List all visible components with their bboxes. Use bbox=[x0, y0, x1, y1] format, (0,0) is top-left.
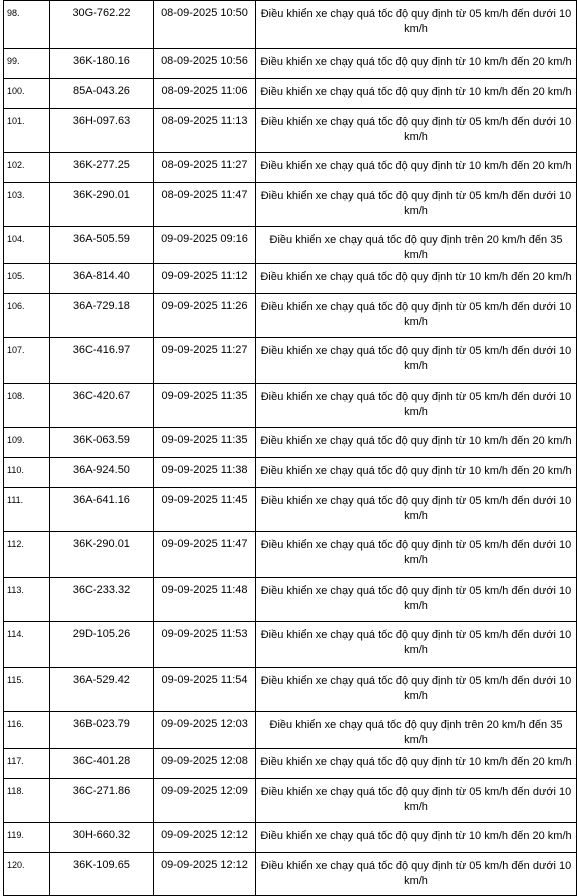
license-plate: 36K-109.65 bbox=[50, 853, 154, 896]
table-row bbox=[4, 668, 577, 712]
row-index: 108. bbox=[4, 384, 50, 428]
violation-time: 09-09-2025 11:27 bbox=[154, 338, 256, 384]
violations-table-body bbox=[4, 1, 577, 896]
table-row bbox=[4, 622, 577, 668]
violation-description: Điều khiển xe chạy quá tốc độ quy định từ 05 km/h đến dưới 10 km/h bbox=[256, 338, 577, 384]
violation-description: Điều khiển xe chạy quá tốc độ quy định từ 05 km/h đến dưới 10 km/h bbox=[256, 532, 577, 578]
violation-description: Điều khiển xe chạy quá tốc độ quy định từ 05 km/h đến dưới 10 km/h bbox=[256, 578, 577, 622]
violation-description: Điều khiển xe chạy quá tốc độ quy định từ 10 km/h đến 20 km/h bbox=[256, 264, 577, 294]
violation-description: Điều khiển xe chạy quá tốc độ quy định từ 10 km/h đến 20 km/h bbox=[256, 823, 577, 853]
table-row bbox=[4, 49, 577, 79]
row-index: 105. bbox=[4, 264, 50, 294]
row-index: 120. bbox=[4, 853, 50, 896]
violation-time: 09-09-2025 11:38 bbox=[154, 458, 256, 488]
license-plate: 30H-660.32 bbox=[50, 823, 154, 853]
violation-time: 09-09-2025 12:09 bbox=[154, 779, 256, 823]
license-plate: 36A-729.18 bbox=[50, 294, 154, 338]
row-index: 116. bbox=[4, 712, 50, 749]
license-plate: 36K-290.01 bbox=[50, 532, 154, 578]
violation-description: Điều khiển xe chạy quá tốc độ quy định trên 20 km/h đến 35 km/h bbox=[256, 227, 577, 264]
violation-time: 09-09-2025 11:12 bbox=[154, 264, 256, 294]
license-plate: 30G-762.22 bbox=[50, 1, 154, 49]
license-plate: 85A-043.26 bbox=[50, 79, 154, 109]
violation-description: Điều khiển xe chạy quá tốc độ quy định từ 05 km/h đến dưới 10 km/h bbox=[256, 183, 577, 227]
row-index: 103. bbox=[4, 183, 50, 227]
row-index: 110. bbox=[4, 458, 50, 488]
violation-description: Điều khiển xe chạy quá tốc độ quy định trên 20 km/h đến 35 km/h bbox=[256, 712, 577, 749]
table-row bbox=[4, 264, 577, 294]
table-row bbox=[4, 823, 577, 853]
license-plate: 36A-814.40 bbox=[50, 264, 154, 294]
row-index: 98. bbox=[4, 1, 50, 49]
violation-description: Điều khiển xe chạy quá tốc độ quy định từ 05 km/h đến dưới 10 km/h bbox=[256, 779, 577, 823]
violation-description: Điều khiển xe chạy quá tốc độ quy định từ 05 km/h đến dưới 10 km/h bbox=[256, 294, 577, 338]
table-row bbox=[4, 183, 577, 227]
license-plate: 36C-233.32 bbox=[50, 578, 154, 622]
license-plate: 36K-277.25 bbox=[50, 153, 154, 183]
row-index: 109. bbox=[4, 428, 50, 458]
table-row bbox=[4, 294, 577, 338]
table-row bbox=[4, 458, 577, 488]
row-index: 102. bbox=[4, 153, 50, 183]
row-index: 107. bbox=[4, 338, 50, 384]
violation-time: 09-09-2025 12:03 bbox=[154, 712, 256, 749]
violation-time: 09-09-2025 11:45 bbox=[154, 488, 256, 532]
violation-description: Điều khiển xe chạy quá tốc độ quy định từ 05 km/h đến dưới 10 km/h bbox=[256, 384, 577, 428]
violation-time: 08-09-2025 11:06 bbox=[154, 79, 256, 109]
row-index: 100. bbox=[4, 79, 50, 109]
table-row bbox=[4, 428, 577, 458]
violation-description: Điều khiển xe chạy quá tốc độ quy định từ 10 km/h đến 20 km/h bbox=[256, 749, 577, 779]
table-row bbox=[4, 749, 577, 779]
row-index: 113. bbox=[4, 578, 50, 622]
license-plate: 36K-290.01 bbox=[50, 183, 154, 227]
violation-time: 09-09-2025 11:48 bbox=[154, 578, 256, 622]
table-row bbox=[4, 578, 577, 622]
violation-description: Điều khiển xe chạy quá tốc độ quy định từ 10 km/h đến 20 km/h bbox=[256, 458, 577, 488]
violation-description: Điều khiển xe chạy quá tốc độ quy định từ 05 km/h đến dưới 10 km/h bbox=[256, 1, 577, 49]
license-plate: 36H-097.63 bbox=[50, 109, 154, 153]
violation-description: Điều khiển xe chạy quá tốc độ quy định từ 10 km/h đến 20 km/h bbox=[256, 153, 577, 183]
violation-time: 09-09-2025 09:16 bbox=[154, 227, 256, 264]
violation-time: 08-09-2025 10:50 bbox=[154, 1, 256, 49]
table-row bbox=[4, 779, 577, 823]
license-plate: 36A-529.42 bbox=[50, 668, 154, 712]
row-index: 104. bbox=[4, 227, 50, 264]
violation-description: Điều khiển xe chạy quá tốc độ quy định từ 05 km/h đến dưới 10 km/h bbox=[256, 668, 577, 712]
violation-description: Điều khiển xe chạy quá tốc độ quy định từ 05 km/h đến dưới 10 km/h bbox=[256, 488, 577, 532]
table-row bbox=[4, 227, 577, 264]
table-row bbox=[4, 532, 577, 578]
row-index: 101. bbox=[4, 109, 50, 153]
violation-time: 09-09-2025 11:54 bbox=[154, 668, 256, 712]
violation-time: 08-09-2025 11:47 bbox=[154, 183, 256, 227]
row-index: 117. bbox=[4, 749, 50, 779]
violation-description: Điều khiển xe chạy quá tốc độ quy định từ 10 km/h đến 20 km/h bbox=[256, 428, 577, 458]
violation-description: Điều khiển xe chạy quá tốc độ quy định từ 05 km/h đến dưới 10 km/h bbox=[256, 622, 577, 668]
violation-description: Điều khiển xe chạy quá tốc độ quy định từ 10 km/h đến 20 km/h bbox=[256, 49, 577, 79]
violation-time: 09-09-2025 11:35 bbox=[154, 428, 256, 458]
violation-time: 09-09-2025 12:08 bbox=[154, 749, 256, 779]
row-index: 99. bbox=[4, 49, 50, 79]
table-row bbox=[4, 384, 577, 428]
violation-description: Điều khiển xe chạy quá tốc độ quy định từ 10 km/h đến 20 km/h bbox=[256, 79, 577, 109]
row-index: 114. bbox=[4, 622, 50, 668]
violation-description: Điều khiển xe chạy quá tốc độ quy định từ 05 km/h đến dưới 10 km/h bbox=[256, 853, 577, 896]
violation-description: Điều khiển xe chạy quá tốc độ quy định từ 05 km/h đến dưới 10 km/h bbox=[256, 109, 577, 153]
table-row bbox=[4, 109, 577, 153]
violation-time: 08-09-2025 10:56 bbox=[154, 49, 256, 79]
license-plate: 36A-641.16 bbox=[50, 488, 154, 532]
row-index: 115. bbox=[4, 668, 50, 712]
row-index: 112. bbox=[4, 532, 50, 578]
table-row bbox=[4, 488, 577, 532]
license-plate: 36K-180.16 bbox=[50, 49, 154, 79]
table-row bbox=[4, 853, 577, 896]
row-index: 106. bbox=[4, 294, 50, 338]
license-plate: 36C-420.67 bbox=[50, 384, 154, 428]
table-row bbox=[4, 1, 577, 49]
violation-time: 09-09-2025 11:47 bbox=[154, 532, 256, 578]
license-plate: 36C-271.86 bbox=[50, 779, 154, 823]
violation-time: 09-09-2025 11:26 bbox=[154, 294, 256, 338]
violation-time: 09-09-2025 12:12 bbox=[154, 853, 256, 896]
violation-time: 08-09-2025 11:27 bbox=[154, 153, 256, 183]
license-plate: 36B-023.79 bbox=[50, 712, 154, 749]
violation-time: 08-09-2025 11:13 bbox=[154, 109, 256, 153]
violation-time: 09-09-2025 12:12 bbox=[154, 823, 256, 853]
license-plate: 36C-416.97 bbox=[50, 338, 154, 384]
violation-time: 09-09-2025 11:53 bbox=[154, 622, 256, 668]
license-plate: 29D-105.26 bbox=[50, 622, 154, 668]
row-index: 119. bbox=[4, 823, 50, 853]
violation-time: 09-09-2025 11:35 bbox=[154, 384, 256, 428]
violations-table bbox=[3, 0, 577, 896]
table-row bbox=[4, 79, 577, 109]
row-index: 111. bbox=[4, 488, 50, 532]
license-plate: 36A-924.50 bbox=[50, 458, 154, 488]
license-plate: 36A-505.59 bbox=[50, 227, 154, 264]
table-row bbox=[4, 153, 577, 183]
table-row bbox=[4, 712, 577, 749]
license-plate: 36K-063.59 bbox=[50, 428, 154, 458]
row-index: 118. bbox=[4, 779, 50, 823]
table-row bbox=[4, 338, 577, 384]
license-plate: 36C-401.28 bbox=[50, 749, 154, 779]
